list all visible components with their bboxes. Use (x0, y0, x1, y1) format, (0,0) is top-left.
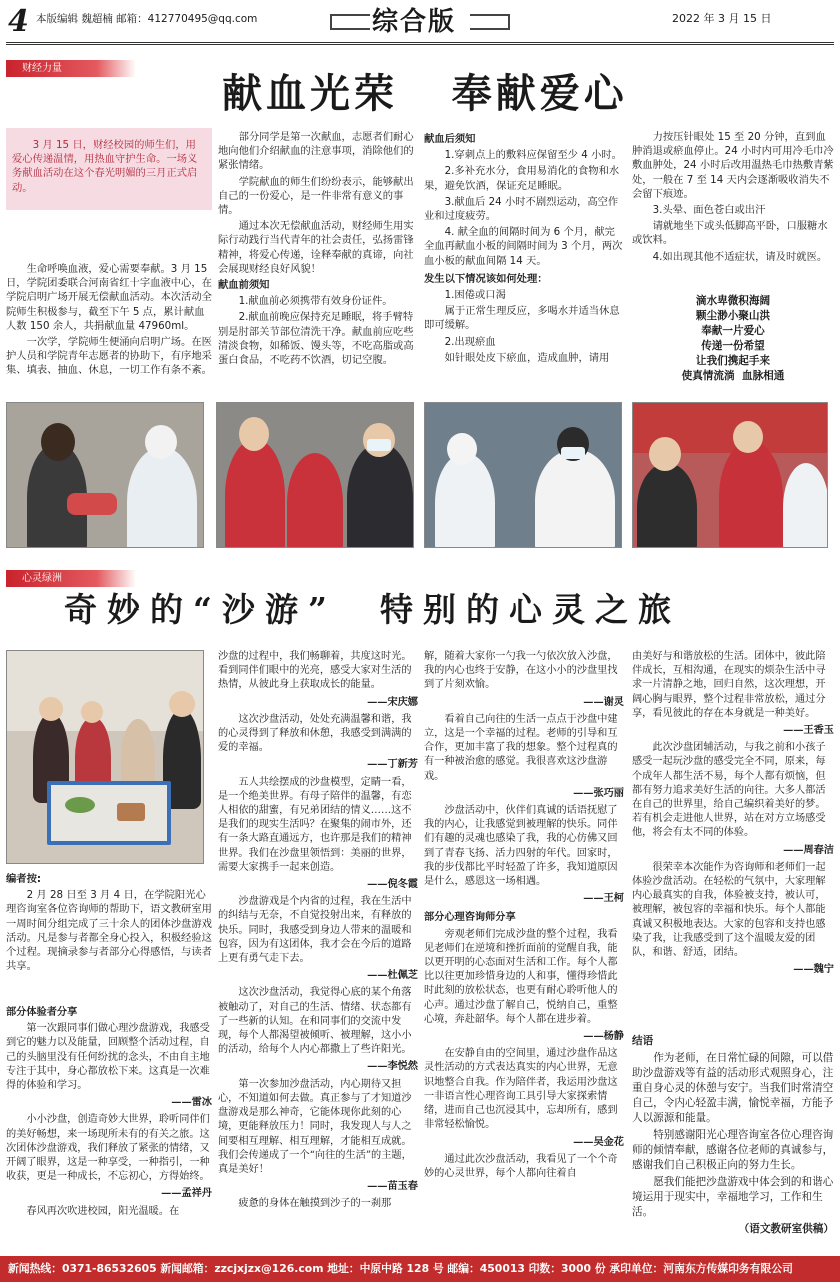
section2-tag: 心灵绿洲 (6, 570, 136, 587)
share-text: 沙盘活动中，伙伴们真诚的话语抚慰了我的内心，让我感觉到被理解的快乐。同伴们有趣的灵魂也感染了我，我的心仿佛又回到了青春飞扬、活力四射的年代。回家时，我的步伐都比平时轻盈了许多，我知道原因是什么，感恩这一场相遇。 (424, 805, 618, 888)
footer-info: 新闻热线：0371-86532605 新闻邮箱：zzcjxjzx@126.com 地址：中原中路 128 号 邮编：450013 印数：3000 份 承印单位：河南东方传媒印务有限公司 (8, 1262, 793, 1275)
editor-note-title: 编者按: (6, 873, 42, 885)
col3-list-item: 3.献血后 24 小时不剧烈运动，高空作业和过度疲劳。 (424, 195, 619, 223)
share-text: 由美好与和谐放松的生活。团体中，彼此陪伴成长，互相沟通，在现实的烦杂生活中寻求一片清静之地，回归自然，这次理想，开阔心胸与眼界，整个过程非常放松，通过分享，看见彼此的存在本身就是一种美好。 (632, 651, 826, 719)
lead-text: 3 月 15 日，财经校园的师生们，用爱心传递温情，用热血守护生命。一场义务献血活动在这个春光明媚的三月正式启动。 (12, 139, 198, 194)
section1-col4 (632, 130, 834, 290)
share-text: 这次沙盘活动，我觉得心底的某个角落被触动了，对自己的生活、情绪、状态都有了一些新的认知。在和同事们的交流中发现，每个人都渴望被倾听、被理解，这小小的活动，给每个人内心都撒上了些许阳光。 (218, 987, 412, 1056)
pre-donation-heading: 献血前须知 (218, 279, 270, 292)
conclusion-para: 特别感谢阳光心理咨询室各位心理咨询师的倾情奉献，感谢各位老师的真诚参与，感谢我们自己积极正向的努力生长。 (632, 1129, 834, 1171)
share-text: 小小沙盘，创造奇妙大世界，聆听同伴们的美好畅想，来一场现所未有的有关之旅。这次团体沙盘游戏，我们释放了紧张的情绪，又开阔了眼界，这是一种享受，一种指引，一种收获，更是一种成长，不忘初心，方得始终。 (6, 1114, 210, 1183)
share-text: 疲惫的身体在触摸到沙子的一刹那 (238, 1198, 392, 1210)
header-ornament-right (470, 14, 510, 30)
photo-blood-donation-1 (6, 402, 204, 548)
share-text: 这次沙盘活动，处处充满温馨和谐，我的心灵得到了释放和休憩，我感受到满满的爱的幸福。 (218, 713, 412, 754)
col3-list-item: 4. 献全血的间隔时间为 6 个月，献完全血再献血小板的间隔时间为 3 个月，两次血小板的献血间隔 14 天。 (424, 226, 623, 267)
part2-title: 部分心理咨询师分享 (424, 912, 516, 924)
col3-list-item: 如针眼处皮下瘀血，造成血肿，请用 (444, 351, 610, 364)
share-text: 解，随着大家你一勺我一勺依次放入沙盘，我的内心也终于安静，在这小小的沙盘里找到了片刻欢愉。 (424, 651, 618, 691)
post-donation-heading: 献血后须知 (424, 133, 476, 145)
poem-line: 传递一份希望 (701, 340, 765, 352)
share-signature: ——张巧丽 (573, 786, 624, 799)
poem-line: 滴水卑微积海阔 (695, 295, 771, 307)
section1-tag: 财经力量 (6, 60, 136, 77)
conclusion (632, 1032, 834, 1268)
poem-line: 让我们携起手来 (695, 355, 771, 367)
section1-title: 献血光荣 奉献爱心 (222, 71, 628, 117)
share-text: 旁观老师们完成沙盘的整个过程，我看见老师们在逆境和挫折面前的觉醒自我，能以更开明的心态面对生活和工作。每个人都比以往更加珍惜身边的人和事，懂得珍惜此时此刻的放松状态，也更有耐心聆听他人的心声。通过沙盘了解自己，悦纳自己，重整心境，奔赴韶华。每个人都在进步着。 (424, 928, 618, 1025)
situation-heading: 发生以下情况该如何处理： (424, 272, 548, 285)
poem-line: 使真情流淌 血脉相通 (681, 370, 785, 382)
share-text: 第一次参加沙盘活动，内心期待又担心，不知道如何去做。真正参与了才知道沙盘游戏是那么神奇，它能体现你此刻的心境，更能释放压力！同时，我发现人与人之间要相互理解、相互理解，才能相互成就。我们会传递成了一个“向往的生活”的主题，真是美好！ (218, 1078, 412, 1175)
col3-list-item: 2.出现瘀血 (444, 335, 496, 348)
share-signature: ——丁新芳 (367, 758, 418, 771)
section1-col3 (424, 130, 624, 392)
poem-block (632, 294, 834, 386)
sand-col1 (6, 1004, 212, 1266)
conclusion-para: 愿我们能把沙盘游戏中体会到的和谐心境运用于现实中，幸福地学习，工作和生活。 (632, 1176, 834, 1218)
share-signature: ——周春洁 (783, 843, 834, 856)
share-text: 此次沙盘团辅活动，与我之前和小孩子感受一起玩沙盘的感受完全不同，原来，每个成年人都生活不易，每个人都有烦恼，但都有努力追求美好生活的向往。大多人都活在自己的世界里，给自己编织着美好的梦。若有机会走进他人世界，站在对方立场感受他，将会有太不同的体验。 (632, 742, 826, 839)
share-text: 沙盘的过程中，我们畅聊着，共度这时光。看到同伴们眼中的光亮，感受大家对生活的热情，从彼此身上获取成长的能量。 (218, 651, 412, 691)
col1-para: 一次学，学院师生便涌向启明广场。在医护人员和学院青年志愿者的协助下，有序地采集、填表、抽血、休息，一切工作有条不紊。 (6, 336, 212, 377)
share-signature: ——王香玉 (783, 724, 834, 737)
header-date: 2022 年 3 月 15 日 (672, 12, 772, 25)
share-signature: ——倪冬霞 (367, 878, 418, 891)
share-text: 看着自己向往的生活一点点于沙盘中建立，这是一个幸福的过程。老师的引导和互合作，更加丰富了我的想象。整个过程真的有一种被治愈的感觉。我很喜欢这沙盘游戏。 (424, 713, 618, 782)
share-text: 五人共绘摆成的沙盘模型，定睛一看，是一个绝美世界。有母子陪伴的温馨，有恋人相依的甜蜜，有兄弟团结的情义……这不是我们的现实生活吗？在聚集的闹市外，还有一条大路直通远方，也许那是我们的精神世界。我们在沙盘里领悟到：美丽的世界，需要大家携手一起来创造。 (218, 776, 412, 873)
photo-sandplay-activity (6, 650, 204, 864)
photo-blood-donation-2 (216, 402, 414, 548)
col3-list-item: 属于正常生理反应，多喝水并适当休息即可缓解。 (424, 305, 620, 332)
section-title: 综合版 (372, 7, 457, 37)
col2-para: 部分同学是第一次献血，志愿者们耐心地向他们介绍献血的注意事项，消除他们的紧张情绪。 (218, 131, 414, 172)
col3-list-item: 1.困倦或口渴 (444, 289, 506, 302)
col3-list-item: 1.穿刺点上的敷料应保留至少 4 小时。 (444, 149, 622, 162)
share-signature: ——孟祥丹 (161, 1187, 212, 1200)
sand-col4 (632, 650, 834, 1026)
share-signature: ——苗玉春 (367, 1180, 418, 1193)
share-signature: ——魏宁 (793, 963, 834, 976)
section1-col2 (218, 130, 418, 392)
share-signature: ——杜佩芝 (367, 969, 418, 982)
col4-para: 力按压针眼处 15 至 20 分钟，直到血肿消退或瘀血停止。24 小时内可用冷毛巾冷敷血肿处，24 小时后改用温热毛巾热敷青紫处，一般在 7 至 14 天内会逐渐吸收消失不会留下痕迹。 (632, 131, 834, 200)
share-text: 春风再次吹进校园，阳光温暖。在 (26, 1205, 180, 1217)
header-rule (6, 42, 834, 45)
sand-col2 (218, 650, 418, 1266)
photo-blood-donation-3 (424, 402, 622, 548)
section1-col1 (6, 262, 212, 382)
header-ornament-left (330, 14, 370, 30)
col4-para: 4.如出现其他不适症状，请及时就医。 (652, 250, 828, 263)
editor-note (6, 870, 212, 990)
share-signature: ——雷冰 (171, 1096, 212, 1109)
page-number: 4 (8, 4, 29, 39)
section2-title: 奇妙的“沙游” 特别的心灵之旅 (64, 590, 681, 629)
conclusion-title: 结语 (632, 1035, 654, 1047)
editor-note-text: 2 月 28 日至 3 月 4 日，在学院阳光心理咨询室各位咨询师的帮助下，语文教研室用一周时间分组完成了三十余人的团体沙盘游戏活动。凡是参与者都全身心投入，积极经验这个过程。现摘录参与者部分心得感悟，与读者共享。 (6, 889, 212, 973)
page-footer (0, 1256, 840, 1282)
part1-title: 部分体验者分享 (6, 1007, 78, 1018)
col1-para: 生命呼唤血液，爱心需要奉献。3 月 15 日，学院团委联合河南省红十字血液中心，在学院启明广场开展无偿献血活动。本次活动全院师生积极参与，截至下午 5 点，累计献血人数 150 余人，共捐献血量 47960ml。 (6, 263, 212, 332)
share-text: 通过此次沙盘活动，我看见了一个个奇妙的心灵世界，每个人都向往着自 (424, 1153, 618, 1179)
poem-line: 颗尘渺小聚山洪 (695, 310, 771, 322)
share-signature: ——宋庆娜 (367, 695, 418, 708)
col2-list-item: 2.献血前晚应保持充足睡眠，将手臂特别是肘部关节部位清洗干净。献血前应吃些清淡食物，如稀饭、馒头等，不吃高脂或高蛋白食品，不吃药不饮酒，切记空腹。 (218, 311, 414, 367)
col2-para: 学院献血的师生们纷纷表示，能够献出自己的一份爱心，是一件非常有意义的事情。 (218, 175, 414, 217)
share-signature: ——王柯 (583, 892, 624, 905)
article-credit: （语文教研室供稿） (738, 1223, 834, 1235)
col2-list-item: 1.献血前必须携带有效身份证件。 (238, 295, 393, 308)
page-header (0, 0, 840, 48)
share-signature: ——杨静 (583, 1030, 624, 1043)
poem-line: 奉献一片爱心 (701, 325, 765, 337)
share-text: 在安静自由的空间里，通过沙盘作品这灵性活动的方式表达真实的内心世界，无意识地整合自我。作为陪伴者，我运用沙盘这一非语言性心理咨询工具引导大家探索情绪，进而自己也沉浸其中，忘却所有，感到非常轻松愉悦。 (424, 1048, 618, 1131)
conclusion-para: 作为老师，在日常忙碌的间隙，可以借助沙盘游戏等有益的活动形式观照身心，注重自身心灵的休憩与安宁。当我们时常清空自己，令内心轻盈丰满，愉悦幸福，方能予人以源源和能量。 (632, 1052, 834, 1124)
section1-lead-box (6, 128, 212, 210)
col2-para: 通过本次无偿献血活动，财经师生用实际行动践行当代青年的社会责任，弘扬雷锋精神，将爱心传递，诠释奉献的真谛，向社会展现财经良好风貌！ (218, 220, 414, 275)
col4-para: 请就地坐下或头低脚高平卧，口服糖水或饮料。 (632, 220, 828, 247)
col4-para: 3.头晕、面色苍白或出汗 (652, 204, 766, 217)
header-editor: 本版编辑 魏超楠 邮箱：412770495@qq.com (36, 13, 258, 25)
sand-col3 (424, 650, 624, 1266)
col3-list-item: 2.多补充水分，食用易消化的食物和水果，避免饮酒，保证充足睡眠。 (424, 165, 620, 192)
share-text: 第一次跟同事们做心理沙盘游戏，我感受到它的魅力以及能量，回顾整个活动过程，自己的头脑里没有任何纷扰的念头，不由自主地专注于其中，身心都放松下来。这真是一次难得的体验和学习。 (6, 1023, 210, 1092)
share-text: 沙盘游戏是个内省的过程，我在生活中的纠结与无奈，不自觉投射出来，有释放的快乐。同时，我感受到身边人带来的温暖和包容，因为有这团体，我才会在今后的道路上更有勇气走下去。 (218, 896, 412, 965)
share-signature: ——李悦然 (367, 1060, 418, 1073)
share-signature: ——吴金花 (573, 1135, 624, 1148)
share-text: 很荣幸本次能作为咨询师和老师们一起体验沙盘活动。在轻松的气氛中，大家理解内心最真实的自我，体验被支持，被认可，被理解，被包容的幸福和快乐。每个人都能真诚又积极地表达。大家的包容和支持也感染了我，让我感受到了这个温暖友爱的团队，和谐、舒适，团结。 (632, 861, 826, 959)
photo-blood-donation-4 (632, 402, 828, 548)
share-signature: ——谢灵 (583, 695, 624, 708)
